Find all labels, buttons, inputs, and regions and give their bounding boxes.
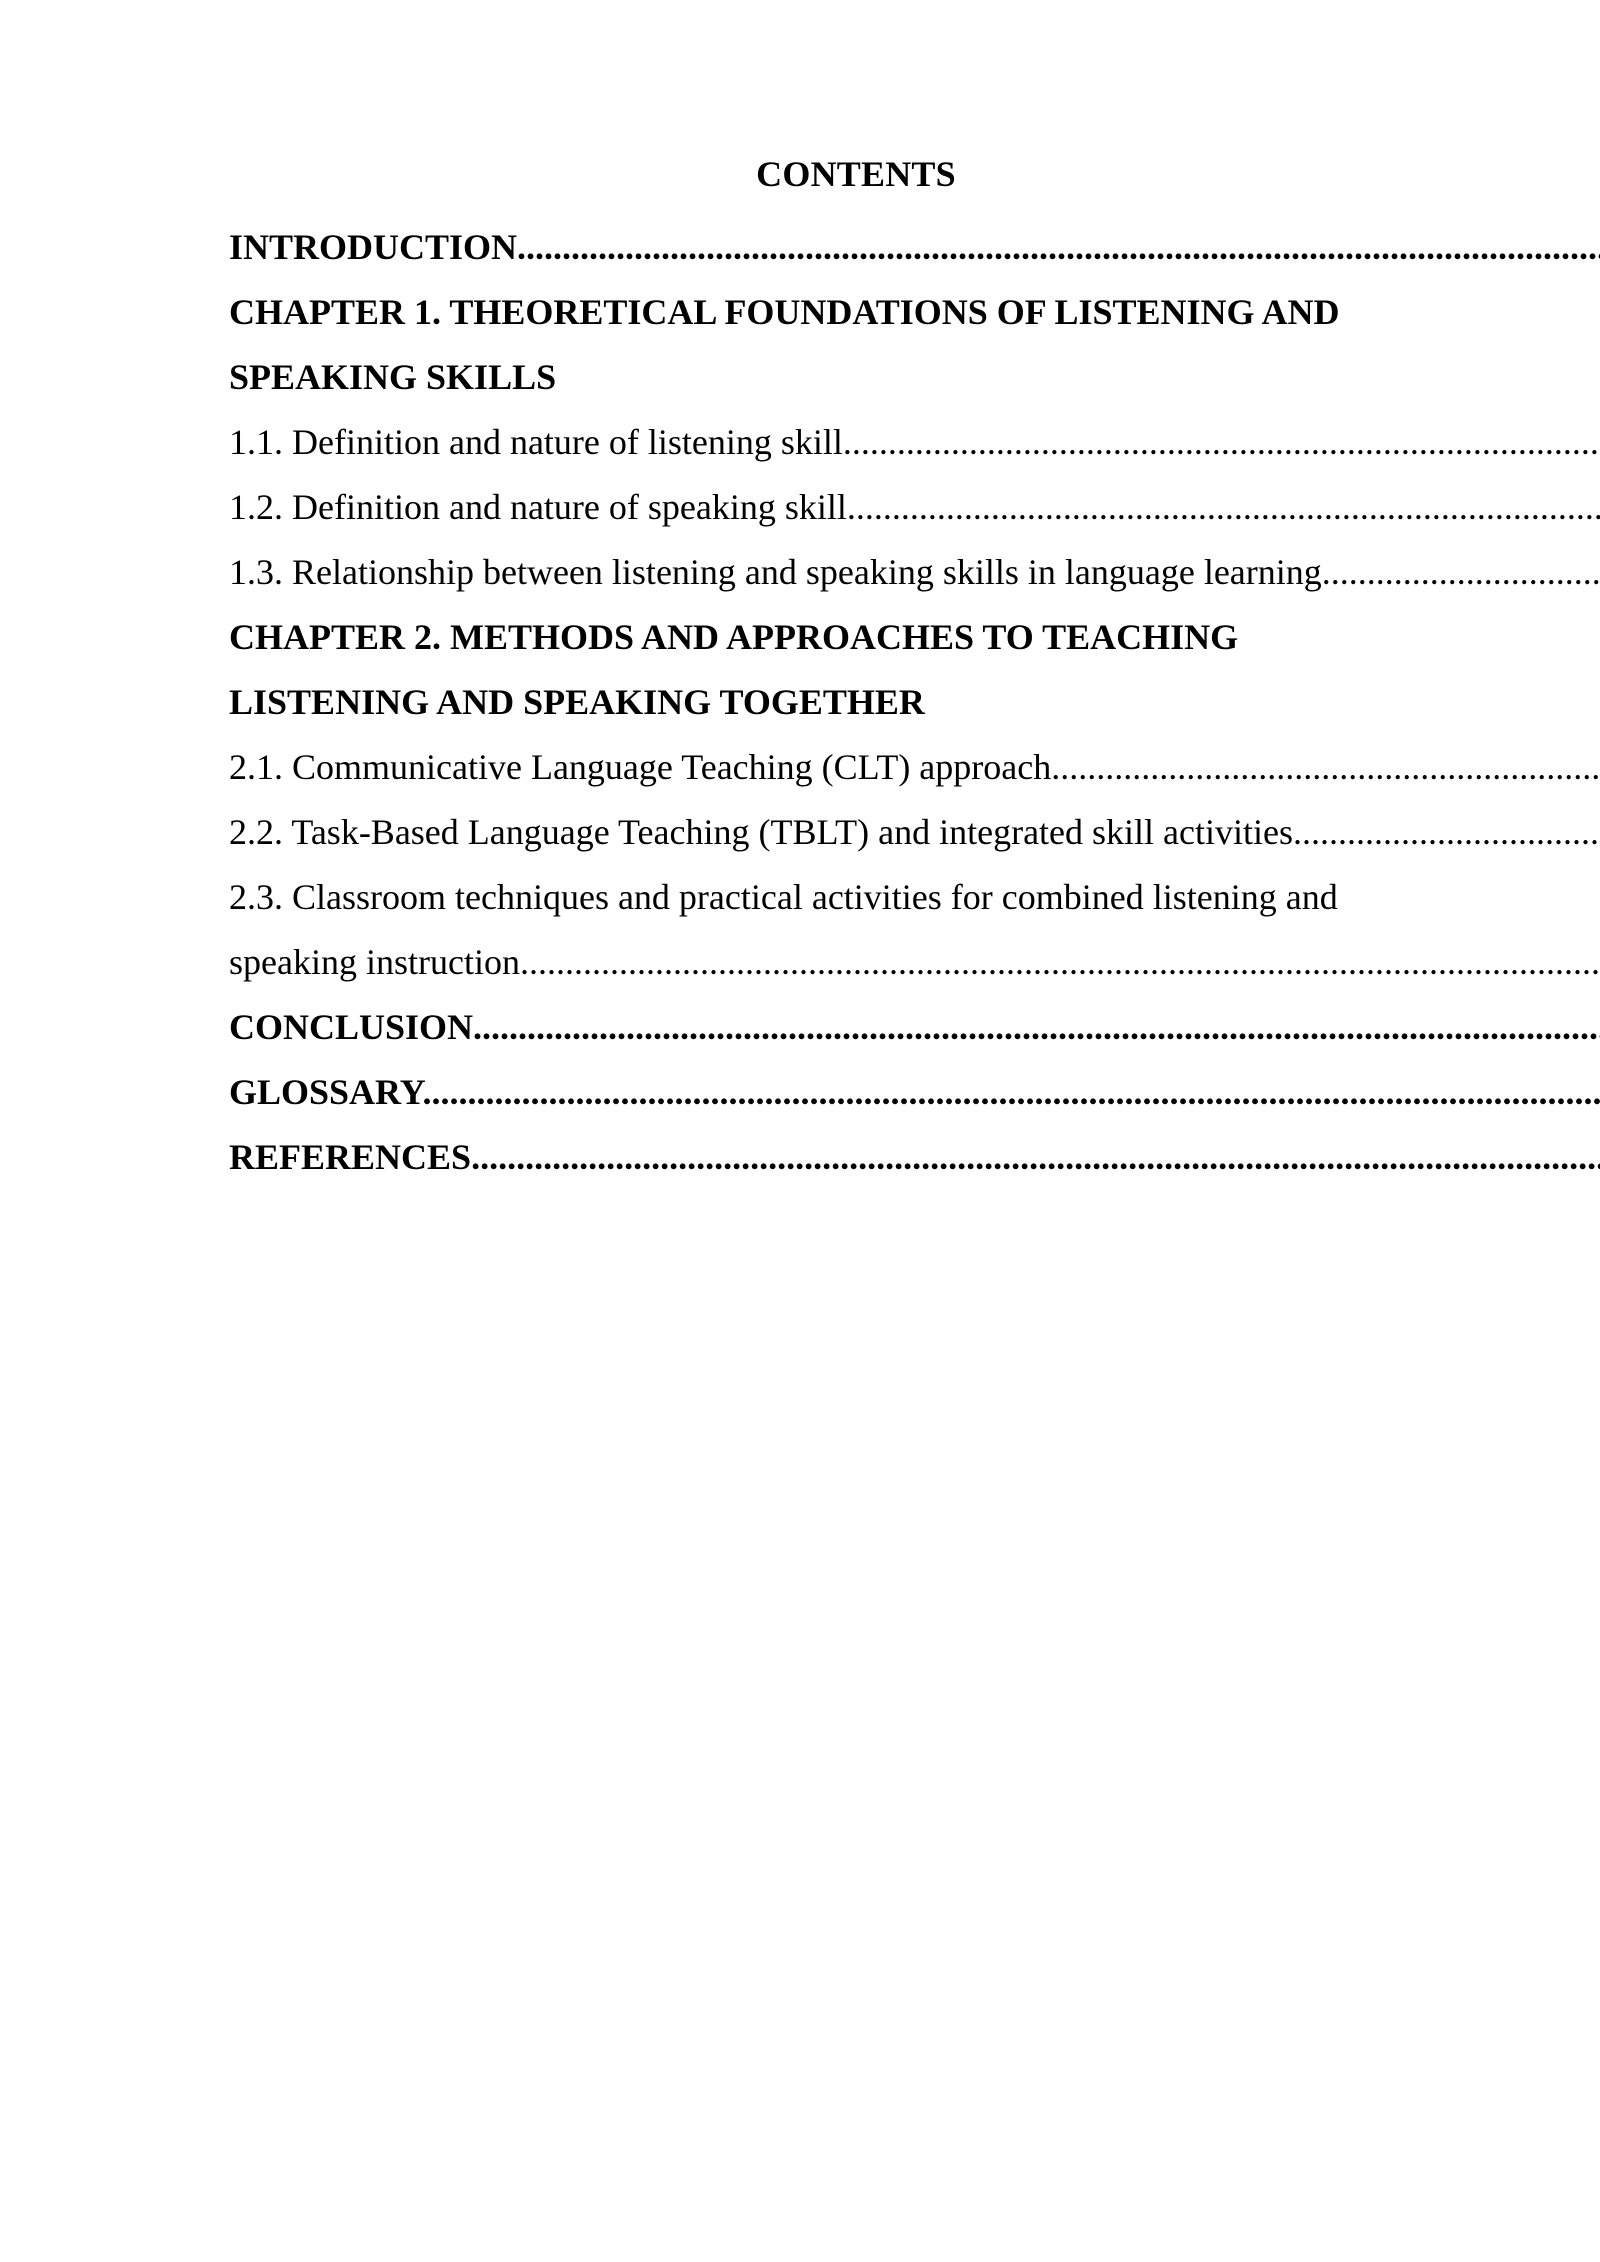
toc-entry-text: SPEAKING SKILLS <box>229 357 557 397</box>
toc-entry-2-3-cont[interactable] <box>229 930 1600 995</box>
toc-entry-text: CHAPTER 2. METHODS AND APPROACHES TO TEACHING <box>229 617 1239 657</box>
toc-entry-text: GLOSSARY ..... <box>229 1072 1600 1112</box>
toc-entry-chapter-1-cont <box>229 345 1600 410</box>
toc-entry-1-2[interactable] <box>229 475 1600 540</box>
table-of-contents <box>229 215 1600 1190</box>
toc-entry-chapter-1[interactable] <box>229 280 1600 345</box>
toc-entry-glossary[interactable] <box>229 1060 1600 1125</box>
toc-entry-text: 1.1. Definition and nature of listening skill ..... <box>229 422 1600 462</box>
toc-entry-text: 2.1. Communicative Language Teaching (CLT) approach ..... <box>229 747 1600 787</box>
toc-entry-conclusion[interactable] <box>229 995 1600 1060</box>
toc-entry-text: REFERENCES ..... <box>229 1137 1600 1177</box>
toc-entry-text: 2.3. Classroom techniques and practical activities for combined listening and <box>229 877 1338 917</box>
toc-title: CONTENTS <box>756 154 956 194</box>
toc-entry-text: 2.2. Task-Based Language Teaching (TBLT) and integrated skill activities ..... <box>229 812 1600 852</box>
toc-entry-chapter-2[interactable] <box>229 605 1600 670</box>
toc-entry-text: INTRODUCTION ..... <box>229 227 1600 267</box>
toc-entry-text: 1.2. Definition and nature of speaking skill ..... <box>229 487 1600 527</box>
toc-entry-1-3[interactable] <box>229 540 1600 605</box>
toc-entry-2-2[interactable] <box>229 800 1600 865</box>
toc-entry-text: LISTENING AND SPEAKING TOGETHER <box>229 682 925 722</box>
toc-entry-text: CONCLUSION ..... <box>229 1007 1600 1047</box>
toc-entry-text: speaking instruction ..... <box>229 942 1600 982</box>
toc-entry-introduction[interactable] <box>229 215 1600 280</box>
toc-entry-2-3[interactable] <box>229 865 1600 930</box>
toc-entry-text: CHAPTER 1. THEORETICAL FOUNDATIONS OF LISTENING AND <box>229 292 1340 332</box>
toc-entry-chapter-2-cont <box>229 670 1600 735</box>
toc-entry-text: 1.3. Relationship between listening and speaking skills in language learning ..... <box>229 552 1600 592</box>
toc-entry-1-1[interactable] <box>229 410 1600 475</box>
toc-entry-2-1[interactable] <box>229 735 1600 800</box>
toc-entry-references[interactable] <box>229 1125 1600 1190</box>
